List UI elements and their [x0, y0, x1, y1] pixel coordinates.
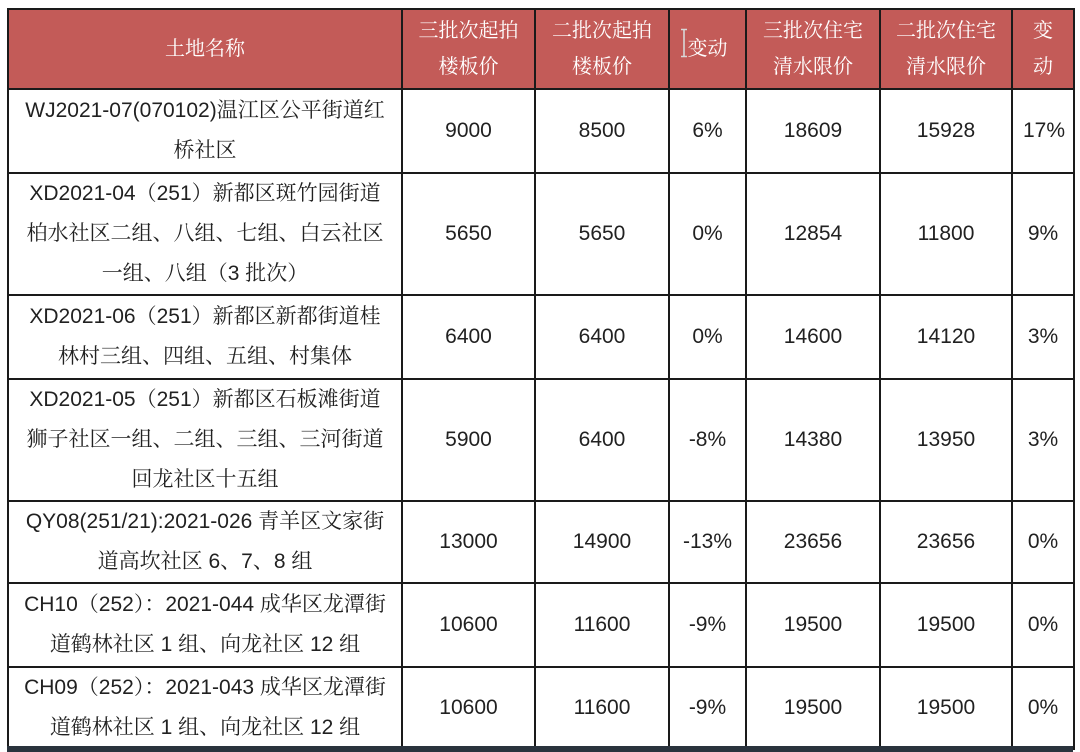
cell-batch3-start[interactable]: 13000	[402, 501, 535, 583]
cell-batch3-start[interactable]: 10600	[402, 583, 535, 667]
cell-start-change[interactable]: 6%	[669, 89, 746, 173]
cell-limit-change[interactable]: 0%	[1012, 667, 1074, 749]
cell-limit-change[interactable]: 0%	[1012, 501, 1074, 583]
cell-batch2-limit[interactable]: 11800	[880, 173, 1012, 295]
cell-batch3-start[interactable]: 6400	[402, 295, 535, 379]
cell-limit-change[interactable]: 9%	[1012, 173, 1074, 295]
table-row-xd2021-04	[8, 173, 1074, 295]
table-row-ch10	[8, 583, 1074, 667]
cell-batch3-limit[interactable]: 18609	[746, 89, 880, 173]
cell-batch2-limit[interactable]: 13950	[880, 379, 1012, 501]
table-row-wj2021-07	[8, 89, 1074, 173]
table-row-qy08	[8, 501, 1074, 583]
land-price-table-container	[7, 8, 1073, 750]
cell-batch3-start[interactable]: 5900	[402, 379, 535, 501]
cell-start-change[interactable]: -8%	[669, 379, 746, 501]
cell-start-change[interactable]: 0%	[669, 173, 746, 295]
table-row-xd2021-05	[8, 379, 1074, 501]
col-header-batch2-limit-price[interactable]: 二批次住宅清水限价	[880, 9, 1012, 89]
cell-limit-change[interactable]: 3%	[1012, 295, 1074, 379]
cell-start-change[interactable]: -9%	[669, 667, 746, 749]
cell-land-name[interactable]: CH09（252）：2021-043 成华区龙潭街道鹤林社区 1 组、向龙社区 12 组	[8, 667, 402, 749]
cell-batch3-limit[interactable]: 23656	[746, 501, 880, 583]
cell-limit-change[interactable]: 17%	[1012, 89, 1074, 173]
cell-start-change[interactable]: 0%	[669, 295, 746, 379]
col-header-batch3-start-price[interactable]: 三批次起拍楼板价	[402, 9, 535, 89]
cell-land-name[interactable]: QY08(251/21):2021-026 青羊区文家街道高坎社区 6、7、8 组	[8, 501, 402, 583]
cell-batch2-limit[interactable]: 23656	[880, 501, 1012, 583]
cell-limit-change[interactable]: 0%	[1012, 583, 1074, 667]
cell-batch2-start[interactable]: 11600	[535, 583, 669, 667]
land-price-comparison-table	[7, 8, 1075, 750]
col-header-limit-price-change[interactable]: 变动	[1012, 9, 1074, 89]
cell-batch2-start[interactable]: 6400	[535, 379, 669, 501]
cell-batch2-limit[interactable]: 15928	[880, 89, 1012, 173]
col-header-land-name[interactable]: 土地名称	[8, 9, 402, 89]
header-row	[8, 9, 1074, 89]
cell-land-name[interactable]: XD2021-06（251）新都区新都街道桂林村三组、四组、五组、村集体	[8, 295, 402, 379]
cell-limit-change[interactable]: 3%	[1012, 379, 1074, 501]
cell-land-name[interactable]: WJ2021-07(070102)温江区公平街道红桥社区	[8, 89, 402, 173]
cell-start-change[interactable]: -9%	[669, 583, 746, 667]
cell-land-name[interactable]: XD2021-04（251）新都区斑竹园街道柏水社区二组、八组、七组、白云社区一组、八组（3 批次）	[8, 173, 402, 295]
cell-batch2-start[interactable]: 8500	[535, 89, 669, 173]
cell-batch3-limit[interactable]: 14380	[746, 379, 880, 501]
cell-batch3-limit[interactable]: 14600	[746, 295, 880, 379]
cell-batch2-limit[interactable]: 19500	[880, 583, 1012, 667]
cell-batch2-start[interactable]: 5650	[535, 173, 669, 295]
cell-batch3-start[interactable]: 5650	[402, 173, 535, 295]
cell-batch2-limit[interactable]: 19500	[880, 667, 1012, 749]
cell-batch2-limit[interactable]: 14120	[880, 295, 1012, 379]
col-header-batch3-limit-price[interactable]: 三批次住宅清水限价	[746, 9, 880, 89]
cell-land-name[interactable]: XD2021-05（251）新都区石板滩街道狮子社区一组、二组、三组、三河街道回龙社区十五组	[8, 379, 402, 501]
cell-batch3-limit[interactable]: 19500	[746, 667, 880, 749]
cell-batch3-start[interactable]: 9000	[402, 89, 535, 173]
cell-land-name[interactable]: CH10（252）：2021-044 成华区龙潭街道鹤林社区 1 组、向龙社区 12 组	[8, 583, 402, 667]
table-row-xd2021-06	[8, 295, 1074, 379]
table-row-ch09	[8, 667, 1074, 749]
cell-batch3-limit[interactable]: 19500	[746, 583, 880, 667]
cell-start-change[interactable]: -13%	[669, 501, 746, 583]
cell-batch2-start[interactable]: 6400	[535, 295, 669, 379]
cell-batch2-start[interactable]: 14900	[535, 501, 669, 583]
cell-batch3-start[interactable]: 10600	[402, 667, 535, 749]
col-header-batch2-start-price[interactable]: 二批次起拍楼板价	[535, 9, 669, 89]
col-header-start-price-change[interactable]: 变动	[669, 9, 746, 89]
cell-batch3-limit[interactable]: 12854	[746, 173, 880, 295]
cut-off-next-row-strip	[7, 746, 1073, 752]
cell-batch2-start[interactable]: 11600	[535, 667, 669, 749]
